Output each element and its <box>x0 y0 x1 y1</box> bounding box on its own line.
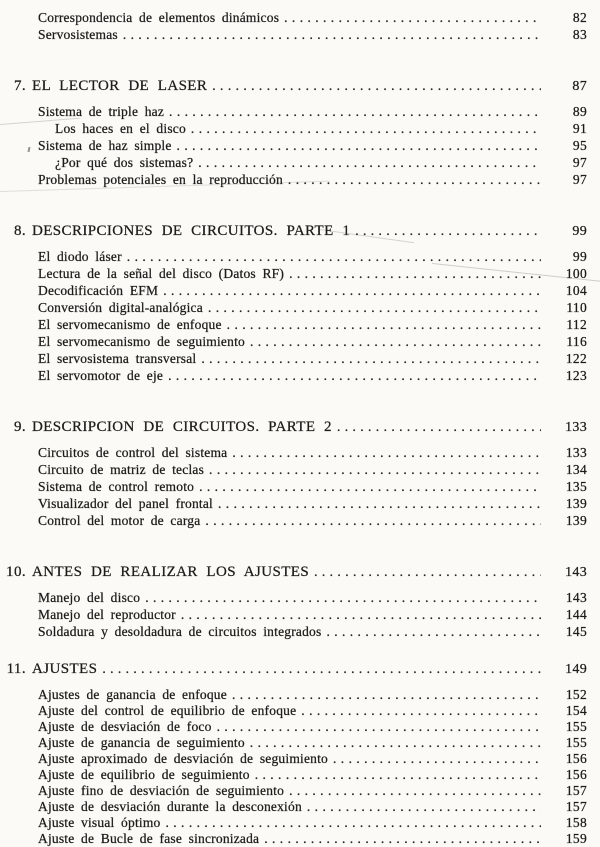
dot-leader <box>199 479 541 494</box>
toc-entry-title: Sistema de triple haz <box>38 104 165 119</box>
toc-entry-title: Sistema de control remoto <box>38 479 195 494</box>
toc-section <box>0 419 600 530</box>
toc-entry-row <box>0 767 600 783</box>
toc-entry-title: Servosistemas <box>38 27 118 42</box>
toc-entry-title: ¿Por qué dos sistemas? <box>55 155 194 170</box>
toc-entry-title: Ajuste de desviación de foco <box>38 719 212 734</box>
toc-entry-row <box>0 317 600 334</box>
dot-leader <box>145 590 541 605</box>
toc-entry-title: Ajuste aproximado de desviación de seguimiento <box>38 751 329 766</box>
toc-entry-page-number: 159 <box>565 831 587 846</box>
toc-section <box>0 78 600 189</box>
toc-chapter-row <box>0 564 600 583</box>
chapter-page-number: 99 <box>572 224 587 239</box>
dot-leader <box>168 368 541 383</box>
toc-entry-page-number: 134 <box>565 462 587 477</box>
dot-leader <box>314 564 541 579</box>
toc-entry-page-number: 99 <box>572 249 587 264</box>
dot-leader <box>218 496 541 511</box>
toc-entry-title: Manejo del disco <box>38 590 141 605</box>
chapter-number: 8. <box>13 223 26 239</box>
toc-entry-row <box>0 351 600 368</box>
toc-entry-row <box>0 624 600 641</box>
toc-entry-row <box>0 27 600 44</box>
chapter-page-number: 149 <box>565 662 587 677</box>
toc-entry-title: Ajuste de Bucle de fase sincronizada <box>38 831 260 846</box>
chapter-number: 10. <box>6 564 26 580</box>
dot-leader <box>232 445 541 460</box>
toc-entry-page-number: 157 <box>565 799 587 814</box>
toc-entry-title: Correspondencia de elementos dinámicos <box>38 10 280 25</box>
toc-entry-row <box>0 155 600 172</box>
toc-entry-title: Lectura de la señal del disco (Datos RF) <box>38 266 285 281</box>
toc-entry-page-number: 97 <box>572 172 587 187</box>
dot-leader <box>191 121 541 136</box>
toc-entry-row <box>0 445 600 462</box>
toc-entry-title: El servomecanismo de enfoque <box>38 317 222 332</box>
toc-entry-row <box>0 249 600 266</box>
chapter-title: ANTES DE REALIZAR LOS AJUSTES <box>32 564 310 580</box>
toc-entry-page-number: 133 <box>565 445 587 460</box>
toc-entry-title: Conversión digital-analógica <box>38 300 203 315</box>
toc-entry-page-number: 158 <box>565 815 587 830</box>
dot-leader <box>289 783 541 798</box>
toc-entry-page-number: 110 <box>566 300 587 315</box>
toc-entry-row <box>0 783 600 799</box>
toc-entry-title: Los haces en el disco <box>55 121 186 136</box>
dot-leader <box>181 607 541 622</box>
chapter-number: 11. <box>6 661 26 677</box>
chapter-title: DESCRIPCIONES DE CIRCUITOS. PARTE 1 <box>32 223 351 239</box>
toc-entry-page-number: 100 <box>565 266 587 281</box>
toc-entry-page-number: 116 <box>566 334 587 349</box>
toc-entry-row <box>0 121 600 138</box>
toc-entry-title: El servomotor de eje <box>38 368 164 383</box>
dot-leader <box>227 317 541 332</box>
dot-leader <box>198 155 541 170</box>
chapter-number: 7. <box>13 78 26 94</box>
toc-chapter-row <box>0 661 600 680</box>
dot-leader <box>217 719 541 734</box>
dot-leader <box>301 703 541 718</box>
toc-section <box>0 223 600 385</box>
dot-leader <box>163 283 541 298</box>
toc-entry-row <box>0 104 600 121</box>
toc-entry-page-number: 89 <box>572 104 587 119</box>
toc-entry-page-number: 155 <box>565 719 587 734</box>
toc-entry-row <box>0 815 600 831</box>
dot-leader <box>127 249 541 264</box>
toc-entry-page-number: 154 <box>565 703 587 718</box>
toc-entry-page-number: 152 <box>565 687 587 702</box>
toc-entry-row <box>0 368 600 385</box>
toc-entry-page-number: 144 <box>565 607 587 622</box>
toc-entry-page-number: 135 <box>565 479 587 494</box>
toc-chapter-row <box>0 223 600 242</box>
toc-entry-page-number: 157 <box>565 783 587 798</box>
dot-leader <box>169 104 541 119</box>
dot-leader <box>123 27 541 42</box>
dot-leader <box>337 419 541 434</box>
toc-entry-row <box>0 703 600 719</box>
toc-entry-page-number: 123 <box>565 368 587 383</box>
toc-entry-row <box>0 496 600 513</box>
toc-entry-row <box>0 334 600 351</box>
dot-leader <box>326 624 541 639</box>
toc-entry-page-number: 139 <box>565 513 587 528</box>
toc-entry-row <box>0 590 600 607</box>
toc-entry-title: Ajuste de ganancia de seguimiento <box>38 735 245 750</box>
dot-leader <box>288 172 541 187</box>
toc-entry-page-number: 97 <box>572 155 587 170</box>
table-of-contents <box>0 10 600 847</box>
toc-entry-title: Ajuste visual óptimo <box>38 815 161 830</box>
dot-leader <box>255 767 541 782</box>
toc-entry-row <box>0 513 600 530</box>
toc-entry-page-number: 145 <box>565 624 587 639</box>
toc-entry-row <box>0 462 600 479</box>
toc-entry-row <box>0 799 600 815</box>
toc-chapter-row <box>0 78 600 97</box>
toc-entry-row <box>0 735 600 751</box>
toc-entry-row <box>0 10 600 27</box>
toc-entry-row <box>0 300 600 317</box>
toc-entry-page-number: 155 <box>565 735 587 750</box>
chapter-number: 9. <box>13 419 26 435</box>
toc-entry-row <box>0 751 600 767</box>
dot-leader <box>177 138 541 153</box>
toc-entry-row <box>0 138 600 155</box>
toc-entry-row <box>0 172 600 189</box>
dot-leader <box>201 351 541 366</box>
toc-section <box>0 564 600 641</box>
dot-leader <box>102 661 541 676</box>
toc-entry-title: Ajuste del control de equilibrio de enfoque <box>38 703 297 718</box>
dot-leader <box>209 462 541 477</box>
toc-entry-page-number: 83 <box>572 27 587 42</box>
dot-leader <box>205 513 541 528</box>
toc-entry-title: Visualizador del panel frontal <box>38 496 214 511</box>
dot-leader <box>166 815 542 830</box>
toc-entry-title: Sistema de haz simple <box>38 138 172 153</box>
toc-entry-title: Problemas potenciales en la reproducción <box>38 172 283 187</box>
toc-entry-page-number: 112 <box>566 317 587 332</box>
toc-entry-row <box>0 687 600 703</box>
toc-entry-row <box>0 719 600 735</box>
dot-leader <box>333 751 541 766</box>
toc-chapter-row <box>0 419 600 438</box>
toc-entry-page-number: 143 <box>565 590 587 605</box>
toc-entry-title: Circuitos de control del sistema <box>38 445 228 460</box>
toc-entry-title: Ajuste de desviación durante la desconexión <box>38 799 302 814</box>
toc-entry-page-number: 95 <box>572 138 587 153</box>
toc-entry-title: Soldadura y desoldadura de circuitos integrados <box>38 624 322 639</box>
dot-leader <box>232 687 541 702</box>
toc-entry-title: El diodo láser <box>38 249 122 264</box>
dot-leader <box>212 78 541 93</box>
toc-entry-page-number: 122 <box>565 351 587 366</box>
toc-entry-page-number: 91 <box>572 121 587 136</box>
chapter-page-number: 143 <box>565 565 587 580</box>
chapter-page-number: 133 <box>565 420 587 435</box>
toc-entry-row <box>0 479 600 496</box>
toc-entry-row <box>0 266 600 283</box>
toc-entry-title: El servosistema transversal <box>38 351 197 366</box>
dot-leader <box>250 735 541 750</box>
dot-leader <box>208 300 541 315</box>
toc-entry-page-number: 104 <box>565 283 587 298</box>
dot-leader <box>284 10 541 25</box>
toc-entry-row <box>0 607 600 624</box>
toc-entry-title: Manejo del reproductor <box>38 607 176 622</box>
toc-entry-row <box>0 283 600 300</box>
toc-section <box>0 10 600 44</box>
toc-entry-page-number: 156 <box>565 767 587 782</box>
dot-leader <box>289 266 541 281</box>
toc-entry-page-number: 82 <box>572 10 587 25</box>
toc-entry-page-number: 156 <box>565 751 587 766</box>
toc-entry-title: Ajustes de ganancia de enfoque <box>38 687 227 702</box>
toc-entry-row <box>0 831 600 847</box>
chapter-title: EL LECTOR DE LASER <box>32 78 208 94</box>
dot-leader <box>307 799 541 814</box>
toc-entry-title: El servomecanismo de seguimiento <box>38 334 245 349</box>
toc-entry-page-number: 139 <box>565 496 587 511</box>
dot-leader <box>264 831 541 846</box>
toc-entry-title: Ajuste fino de desviación de seguimiento <box>38 783 285 798</box>
chapter-title: DESCRIPCION DE CIRCUITOS. PARTE 2 <box>32 419 332 435</box>
toc-entry-title: Control del motor de carga <box>38 513 201 528</box>
toc-entry-title: Circuito de matriz de teclas <box>38 462 205 477</box>
toc-entry-title: Decodificación EFM <box>38 283 159 298</box>
toc-entry-title: Ajuste de equilibrio de seguimiento <box>38 767 250 782</box>
chapter-title: AJUSTES <box>32 661 98 677</box>
dot-leader <box>355 223 541 238</box>
chapter-page-number: 87 <box>572 79 587 94</box>
toc-section <box>0 661 600 847</box>
dot-leader <box>250 334 541 349</box>
